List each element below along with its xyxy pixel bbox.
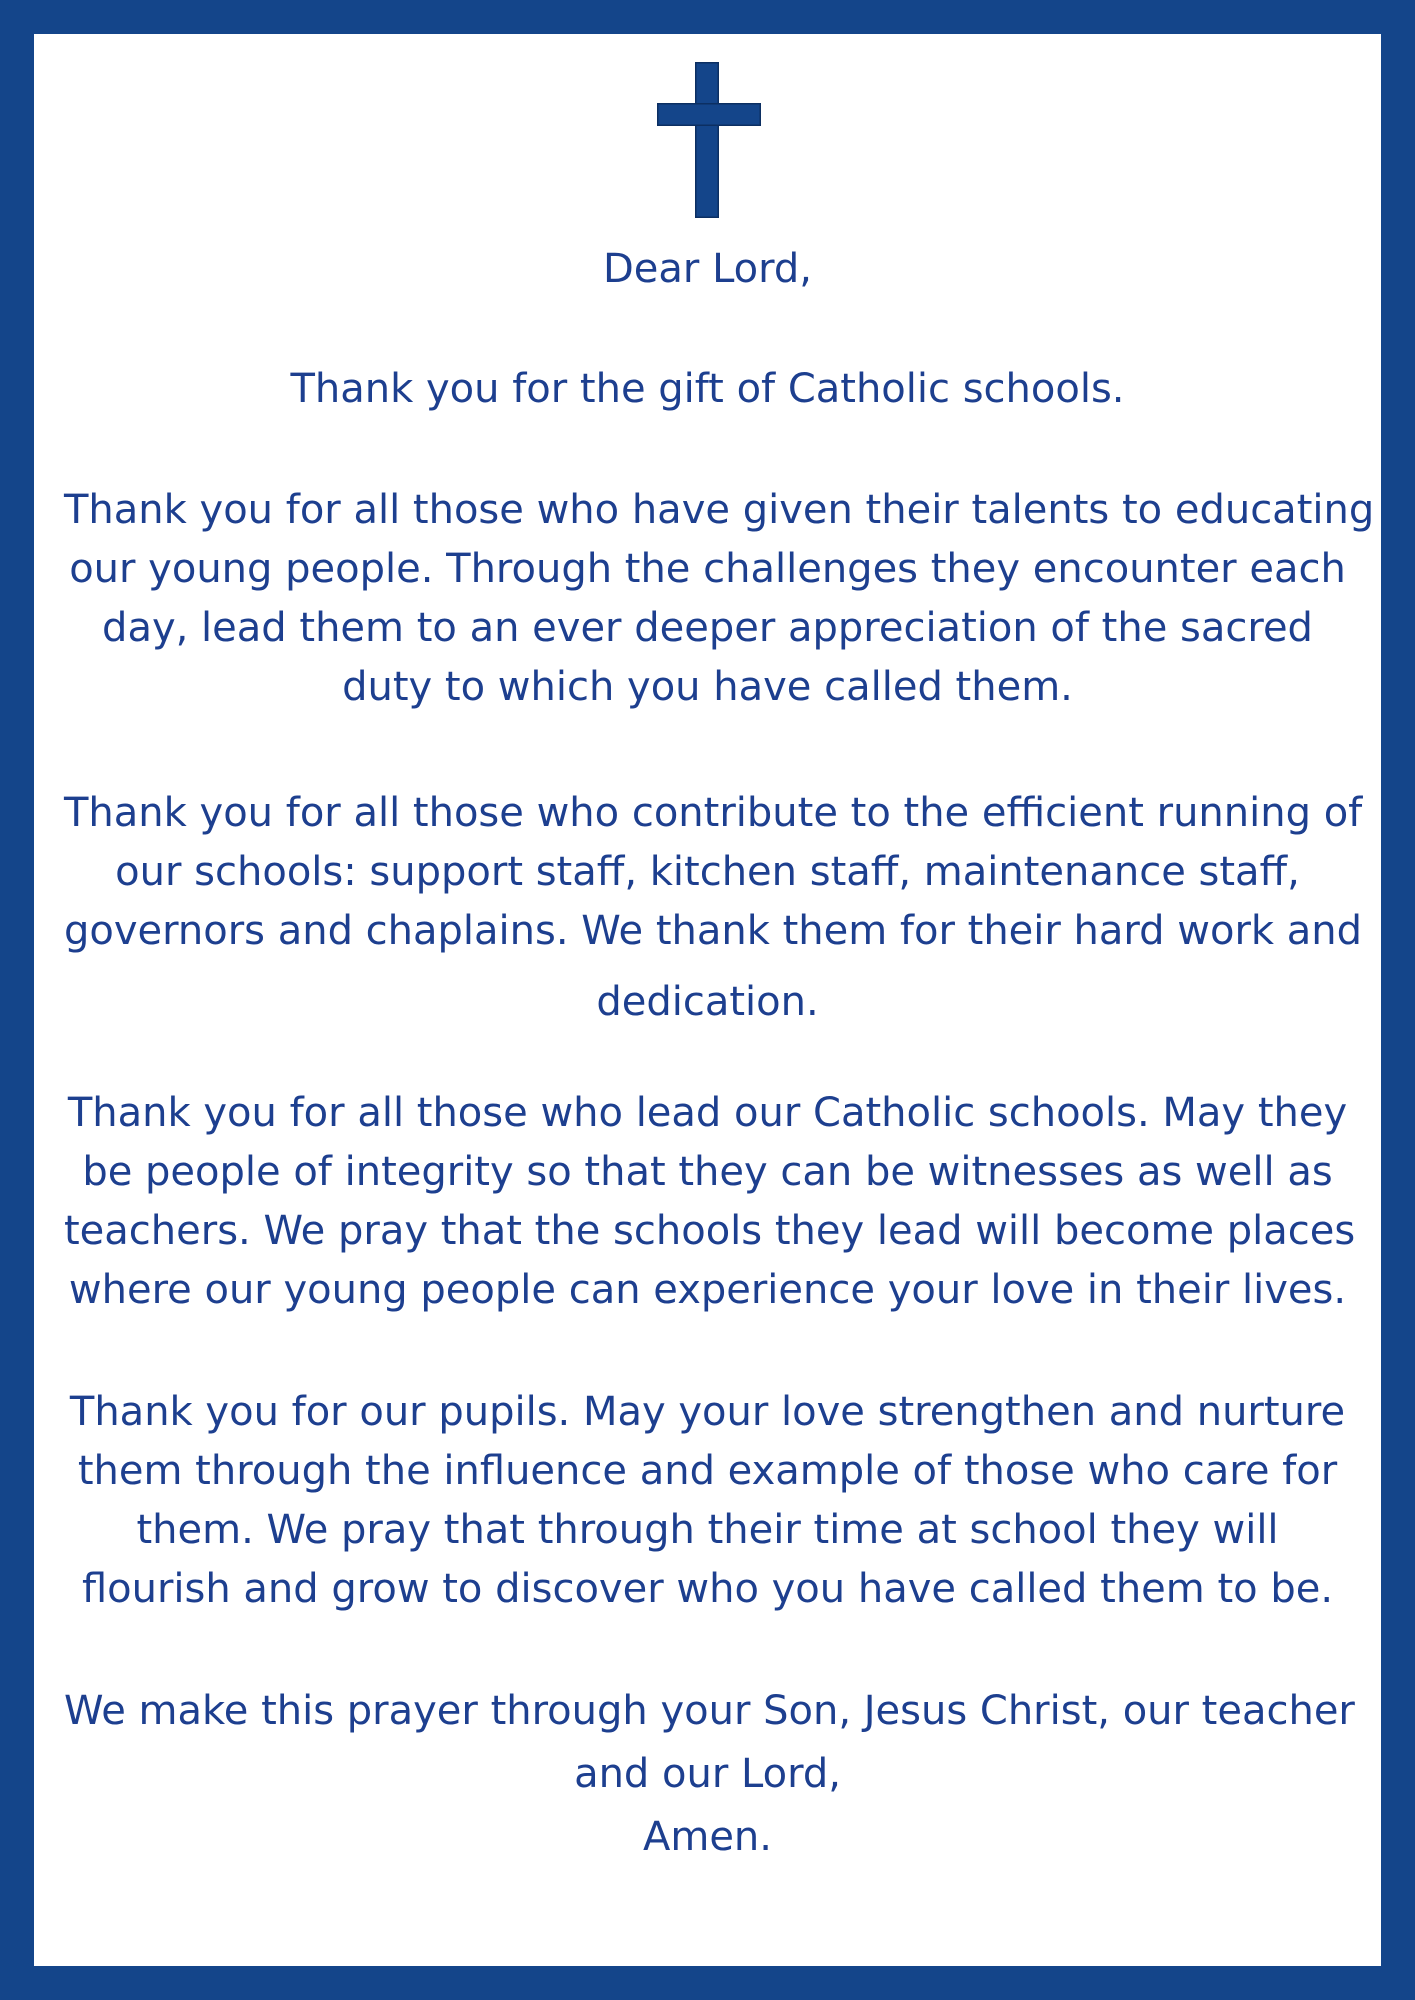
paragraph-line: Thank you for the gift of Catholic schools. (290, 366, 1125, 412)
paragraph-staff (64, 784, 1363, 1032)
cross-horizontal-bar (657, 103, 761, 126)
paragraph-line: our schools: support staff, kitchen staff, maintenance staff, (115, 849, 1300, 895)
paragraph-line: our young people. Through the challenges they encounter each (69, 546, 1346, 592)
closing-prayer (64, 1682, 1355, 1867)
paragraph-line: be people of integrity so that they can be witnesses as well as (82, 1149, 1333, 1195)
greeting-line: Dear Lord, (603, 246, 812, 292)
greeting (64, 240, 1351, 299)
paragraph-line: governors and chaplains. We thank them for their hard work and (64, 908, 1363, 954)
paragraph-line: duty to which you have called them. (342, 664, 1073, 710)
paragraph-line: day, lead them to an ever deeper appreciation of the sacred (102, 605, 1313, 651)
paragraph-gift (64, 360, 1351, 419)
paragraph-line: Thank you for all those who contribute to the efficient running of (64, 790, 1363, 836)
paragraph-line: them through the influence and example of those who care for (77, 1448, 1338, 1494)
paragraph-line: Thank you for all those who have given their talents to educating (64, 487, 1375, 533)
paragraph-line: flourish and grow to discover who you have called them to be. (81, 1566, 1334, 1612)
cross-icon (657, 62, 763, 218)
paragraph-teachers (64, 481, 1375, 717)
paragraph-line: them. We pray that through their time at school they will (136, 1507, 1279, 1553)
paragraph-line: where our young people can experience your love in their lives. (68, 1267, 1347, 1313)
paragraph-line: and our Lord, (574, 1751, 841, 1797)
paragraph-line: We make this prayer through your Son, Jesus Christ, our teacher (64, 1688, 1355, 1734)
paragraph-line: Thank you for our pupils. May your love strengthen and nurture (69, 1389, 1346, 1435)
paragraph-line: dedication. (596, 979, 819, 1025)
amen: Amen. (642, 1814, 772, 1860)
cross-vertical-bar (695, 62, 719, 218)
paragraph-pupils (64, 1383, 1351, 1619)
paragraph-line: teachers. We pray that the schools they lead will become places (64, 1208, 1356, 1254)
paragraph-leaders (64, 1084, 1356, 1320)
paragraph-line: Thank you for all those who lead our Catholic schools. May they (67, 1090, 1348, 1136)
